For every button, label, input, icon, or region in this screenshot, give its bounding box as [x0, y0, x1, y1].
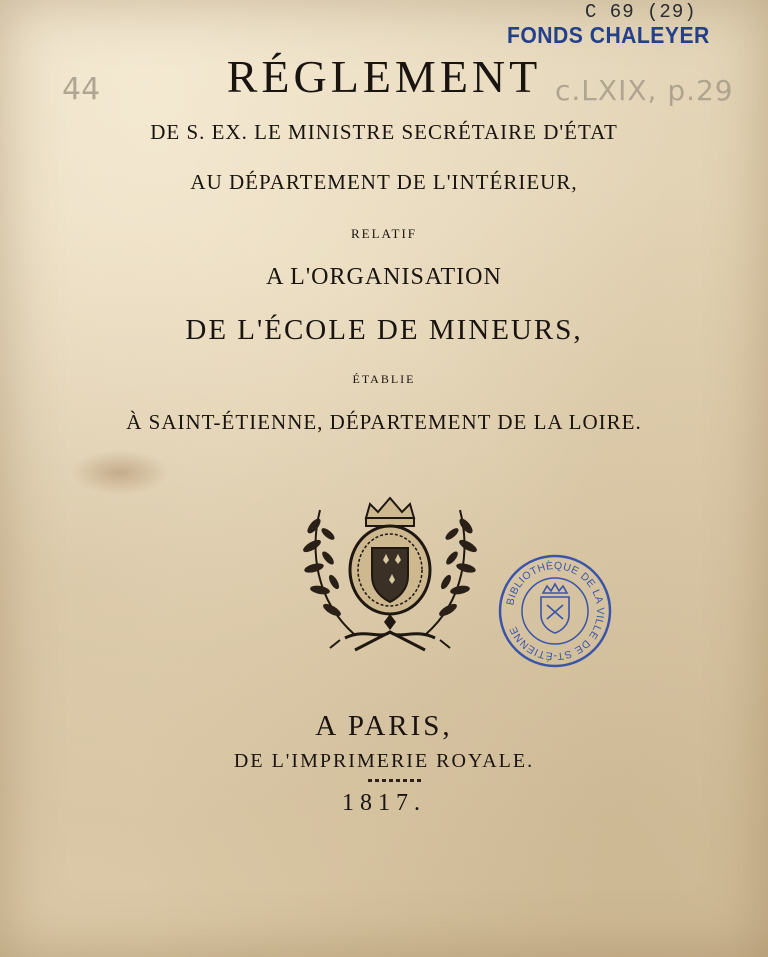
title-line-department: AU DÉPARTEMENT DE L'INTÉRIEUR, [190, 170, 578, 194]
library-stamp-icon [497, 553, 613, 669]
title-line-relatif: RELATIF [351, 226, 417, 241]
title-line-minister: DE S. EX. LE MINISTRE SECRÉTAIRE D'ÉTAT [150, 120, 618, 144]
royal-coat-of-arms-icon [300, 490, 480, 665]
title-line-location: À SAINT-ÉTIENNE, DÉPARTEMENT DE LA LOIRE. [126, 410, 642, 434]
document-title: RÉGLEMENT [226, 51, 542, 102]
shelfmark-annotation: C 69 (29) [585, 1, 697, 23]
title-line-school: DE L'ÉCOLE DE MINEURS, [185, 314, 583, 346]
imprint-printer: DE L'IMPRIMERIE ROYALE. [233, 750, 535, 772]
fonds-chaleyer-stamp: FONDS CHALEYER [507, 22, 710, 48]
pencil-note-right: c.LXIX, p.29 [555, 74, 734, 107]
pencil-note-left: 44 [62, 72, 101, 107]
imprint-city: A PARIS, [315, 710, 453, 742]
title-line-etablie: ÉTABLIE [352, 372, 416, 386]
title-line-organisation: A L'ORGANISATION [266, 264, 502, 290]
ornamental-rule [368, 779, 424, 782]
imprint-year: 1817. [342, 790, 426, 816]
paper-stain [70, 450, 170, 495]
library-stamp-text: BIBLIOTHÈQUE DE LA VILLE DE ST-ÉTIENNE [504, 559, 607, 663]
